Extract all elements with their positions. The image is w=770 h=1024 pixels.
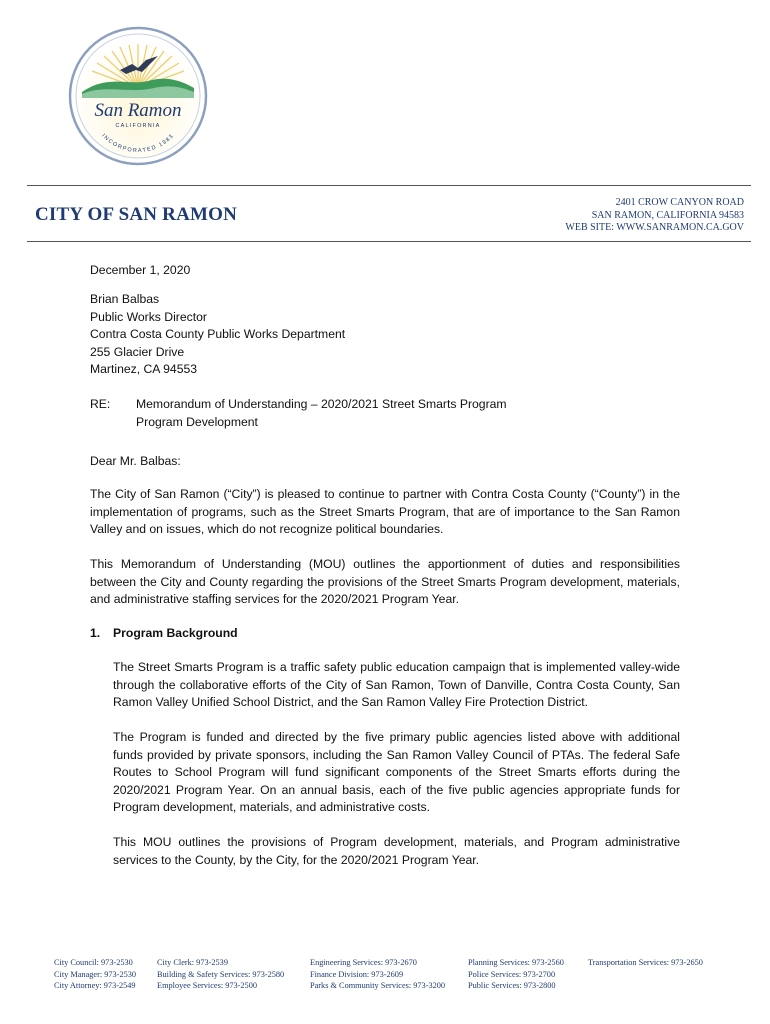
footer-city-manager: City Manager: 973-2530: [54, 969, 137, 979]
footer-column-2: [157, 957, 284, 992]
footer-city-clerk: City Clerk: 973-2539: [157, 958, 228, 967]
logo-state: CALIFORNIA: [115, 123, 161, 129]
address-street: 2401 CROW CANYON ROAD: [615, 197, 744, 208]
seal-emblem-icon: [68, 26, 208, 166]
footer-parks: Parks & Community Services: 973-3200: [310, 981, 446, 990]
footer-column-3: [310, 957, 445, 992]
recipient-city: Martinez, CA 94553: [90, 362, 198, 376]
logo-ring-text: INCORPORATED 1983: [100, 132, 176, 155]
letter-date: December 1, 2020: [90, 263, 191, 277]
address-city-state: SAN RAMON, CALIFORNIA 94583: [591, 209, 744, 221]
footer-column-1: [54, 957, 136, 992]
section-number: 1.: [90, 626, 101, 640]
footer-employee-services: Employee Services: 973-2500: [157, 981, 258, 990]
footer-city-attorney: City Attorney: 973-2549: [54, 981, 136, 990]
footer-police: Police Services: 973-2700: [468, 969, 556, 979]
salutation: Dear Mr. Balbas:: [90, 454, 181, 468]
header-rule-top: [27, 185, 751, 186]
city-name-heading: CITY OF SAN RAMON: [35, 204, 238, 225]
footer-public-services: Public Services: 973-2800: [468, 981, 556, 990]
city-address-block: [565, 197, 744, 235]
recipient-name: Brian Balbas: [90, 292, 160, 306]
re-subject: [136, 396, 507, 431]
recipient-title: Public Works Director: [90, 309, 207, 324]
footer-city-council: City Council: 973-2530: [54, 958, 133, 967]
recipient-department: Contra Costa County Public Works Department: [90, 327, 346, 341]
re-label: RE:: [90, 397, 111, 411]
footer-engineering: Engineering Services: 973-2670: [310, 958, 417, 967]
background-paragraph-2: The Program is funded and directed by the five primary public agencies listed above with additional funds provided by private sponsors, including the San Ramon Valley Council of PTAs. The federal Safe Routes to School Program will fund significant components of the Street Smarts efforts during the 2020/2021 Program Year. On an annual basis, each of the five public agencies appropriate funds for Program development, materials, and administrative costs.: [113, 730, 680, 814]
intro-paragraph: The City of San Ramon (“City”) is pleased to continue to partner with Contra Costa County (“County”) in the implementation of programs, such as the Street Smarts Program, that are of importance to the San Ramon Valley and on issues, which do not recognize political boundaries.: [90, 487, 680, 536]
re-subject-line1: Memorandum of Understanding – 2020/2021 Street Smarts Program: [136, 397, 507, 411]
footer-building-safety: Building & Safety Services: 973-2580: [157, 969, 285, 979]
logo-city-name: San Ramon: [94, 100, 182, 121]
footer-column-4: [468, 957, 564, 992]
city-seal-logo: [68, 26, 208, 166]
section-heading: Program Background: [113, 626, 238, 640]
footer-finance: Finance Division: 973-2609: [310, 969, 404, 979]
background-paragraph-1: The Street Smarts Program is a traffic safety public education campaign that is implemented valley-wide through the collaborative efforts of the City of San Ramon, Town of Danville, Contra Costa County, San Ramon Valley Unified School District, and the San Ramon Valley Fire Protection District.: [113, 660, 680, 709]
footer-column-5: [588, 957, 703, 969]
background-paragraph-3: This MOU outlines the provisions of Program development, materials, and Program administrative services to the County, by the City, for the 2020/2021 Program Year.: [113, 835, 680, 867]
recipient-street: 255 Glacier Drive: [90, 344, 185, 359]
footer-planning: Planning Services: 973-2560: [468, 958, 564, 967]
mou-paragraph: This Memorandum of Understanding (MOU) outlines the apportionment of duties and responsibilities between the City and County regarding the provisions of the Street Smarts Program development, materials, and administrative staffing services for the 2020/2021 Program Year.: [90, 557, 680, 606]
re-subject-line2: Program Development: [136, 414, 258, 429]
footer-transportation: Transportation Services: 973-2650: [588, 958, 703, 967]
header-rule-bottom: [27, 241, 751, 242]
recipient-address-block: [90, 291, 345, 379]
address-website: WEB SITE: WWW.SANRAMON.CA.GOV: [565, 222, 744, 233]
